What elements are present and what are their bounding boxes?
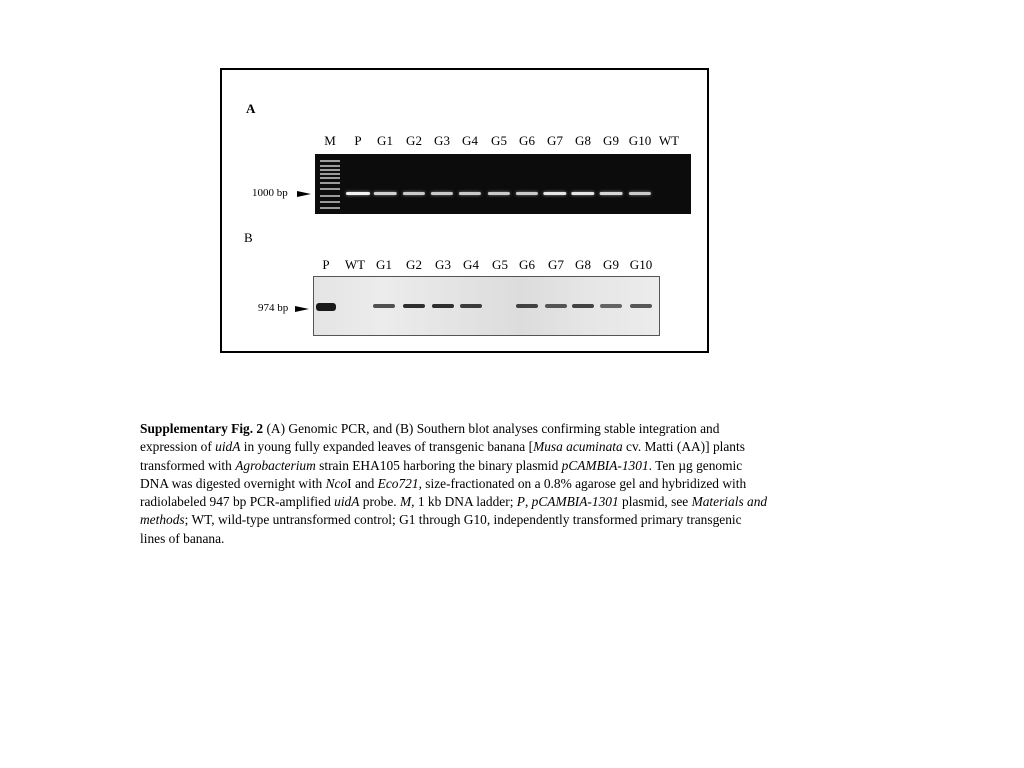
lane-label-b: G9 [603, 257, 619, 272]
caption-text: ; WT, wild-type untransformed control; G1 through G10, independently transformed primary transgenic lines of banana. [140, 512, 742, 546]
lane-label-a: G8 [575, 133, 591, 148]
panel-b-size-marker: 974 bp [258, 302, 289, 314]
pcr-band [403, 192, 425, 195]
ladder-band [320, 188, 340, 190]
caption-text: strain EHA105 harboring the binary plasmid [315, 457, 562, 473]
panel-b-letter: B [244, 230, 253, 245]
pcr-band [571, 192, 594, 195]
lane-label-a: G6 [519, 133, 535, 148]
ladder-band [320, 160, 340, 162]
lane-label-a: WT [658, 133, 680, 148]
lane-label-b: G3 [435, 257, 451, 272]
lane-label-a: G2 [406, 133, 422, 148]
caption-text: , [524, 494, 532, 510]
caption-italic-term: uidA [334, 494, 360, 510]
pcr-band [346, 192, 370, 195]
caption-italic-term: Agrobacterium [235, 457, 316, 473]
caption-italic-term: M, [399, 494, 415, 510]
ladder-band [320, 169, 340, 171]
caption-italic-term: pCAMBIA-1301 [531, 494, 619, 510]
pcr-band [629, 192, 651, 195]
caption-text: plasmid, see [618, 494, 692, 510]
pcr-band [488, 192, 510, 195]
panel-a-letter: A [246, 101, 256, 116]
blot-band [373, 304, 395, 308]
lane-label-b: G4 [463, 257, 479, 272]
lane-label-b: G8 [575, 257, 591, 272]
lane-label-a: G4 [462, 133, 478, 148]
blot-band [516, 304, 538, 308]
pcr-band [459, 192, 481, 195]
figure-panel [220, 68, 709, 353]
lane-label-b: G5 [492, 257, 508, 272]
caption-italic-term: uidA [215, 439, 241, 455]
ladder-band [320, 207, 340, 209]
lane-label-a: M [324, 133, 336, 148]
ladder-band [320, 173, 340, 175]
caption-italic-term: Materials and methods [140, 494, 768, 528]
caption-text: . Ten µg genomic DNA was digested overnight with [140, 457, 743, 491]
lane-label-a: G1 [377, 133, 393, 148]
arrow-icon [295, 306, 309, 312]
caption-text: , size-fractionated on a 0.8% agarose gel and hybridized with radiolabeled 947 bp PCR-amplified [140, 475, 747, 510]
caption-italic-term: Eco721 [377, 475, 419, 491]
blot-band [432, 304, 454, 308]
caption-text: cv. Matti (AA)] plants transformed with [140, 439, 745, 473]
lane-label-a: G10 [628, 133, 652, 148]
blot-band [572, 304, 594, 308]
lane-label-a: G9 [603, 133, 619, 148]
lane-label-b: G10 [629, 257, 653, 272]
caption-text: (A) Genomic PCR, and (B) Southern blot analyses confirming stable integration and expression of [140, 421, 720, 455]
arrow-icon [297, 191, 311, 197]
lane-label-b: G2 [406, 257, 422, 272]
ladder-band [320, 165, 340, 167]
caption-text: 1 kb DNA ladder; [414, 494, 517, 510]
lane-label-b: WT [344, 257, 366, 272]
southern-blot-image [313, 276, 660, 336]
lane-label-a: G7 [547, 133, 563, 148]
lane-label-a: P [354, 133, 362, 148]
pcr-band [374, 192, 397, 195]
caption-italic-term: pCAMBIA-1301 [561, 457, 649, 473]
pcr-gel-image [315, 154, 691, 214]
blot-band [460, 304, 482, 308]
lane-label-b: G7 [548, 257, 564, 272]
lane-label-a: G3 [434, 133, 450, 148]
lane-label-b: G6 [519, 257, 535, 272]
ladder-band [320, 201, 340, 203]
lane-label-a: G5 [491, 133, 507, 148]
pcr-band [543, 192, 566, 195]
caption-italic-term: P [516, 494, 525, 510]
caption-italic-term: Musa acuminata [533, 439, 623, 455]
caption-label: Supplementary Fig. 2 [140, 421, 264, 436]
caption-italic-term: Nco [325, 475, 348, 491]
blot-band [630, 304, 652, 308]
pcr-band [431, 192, 453, 195]
caption-text: I and [347, 475, 378, 491]
ladder-band [320, 182, 340, 184]
lane-label-b: G1 [376, 257, 392, 272]
ladder-band [320, 177, 340, 179]
ladder-band [320, 195, 340, 197]
blot-band [403, 304, 425, 308]
caption-text: probe. [359, 494, 400, 510]
blot-band [600, 304, 622, 308]
blot-band [545, 304, 567, 308]
caption-text: in young fully expanded leaves of transgenic banana [ [240, 439, 534, 455]
pcr-band [600, 192, 623, 195]
lane-label-b: P [322, 257, 330, 272]
panel-a-size-marker: 1000 bp [252, 187, 288, 199]
caption-body [140, 421, 767, 546]
blot-band [316, 303, 336, 311]
pcr-band [516, 192, 538, 195]
figure-caption [140, 420, 770, 548]
